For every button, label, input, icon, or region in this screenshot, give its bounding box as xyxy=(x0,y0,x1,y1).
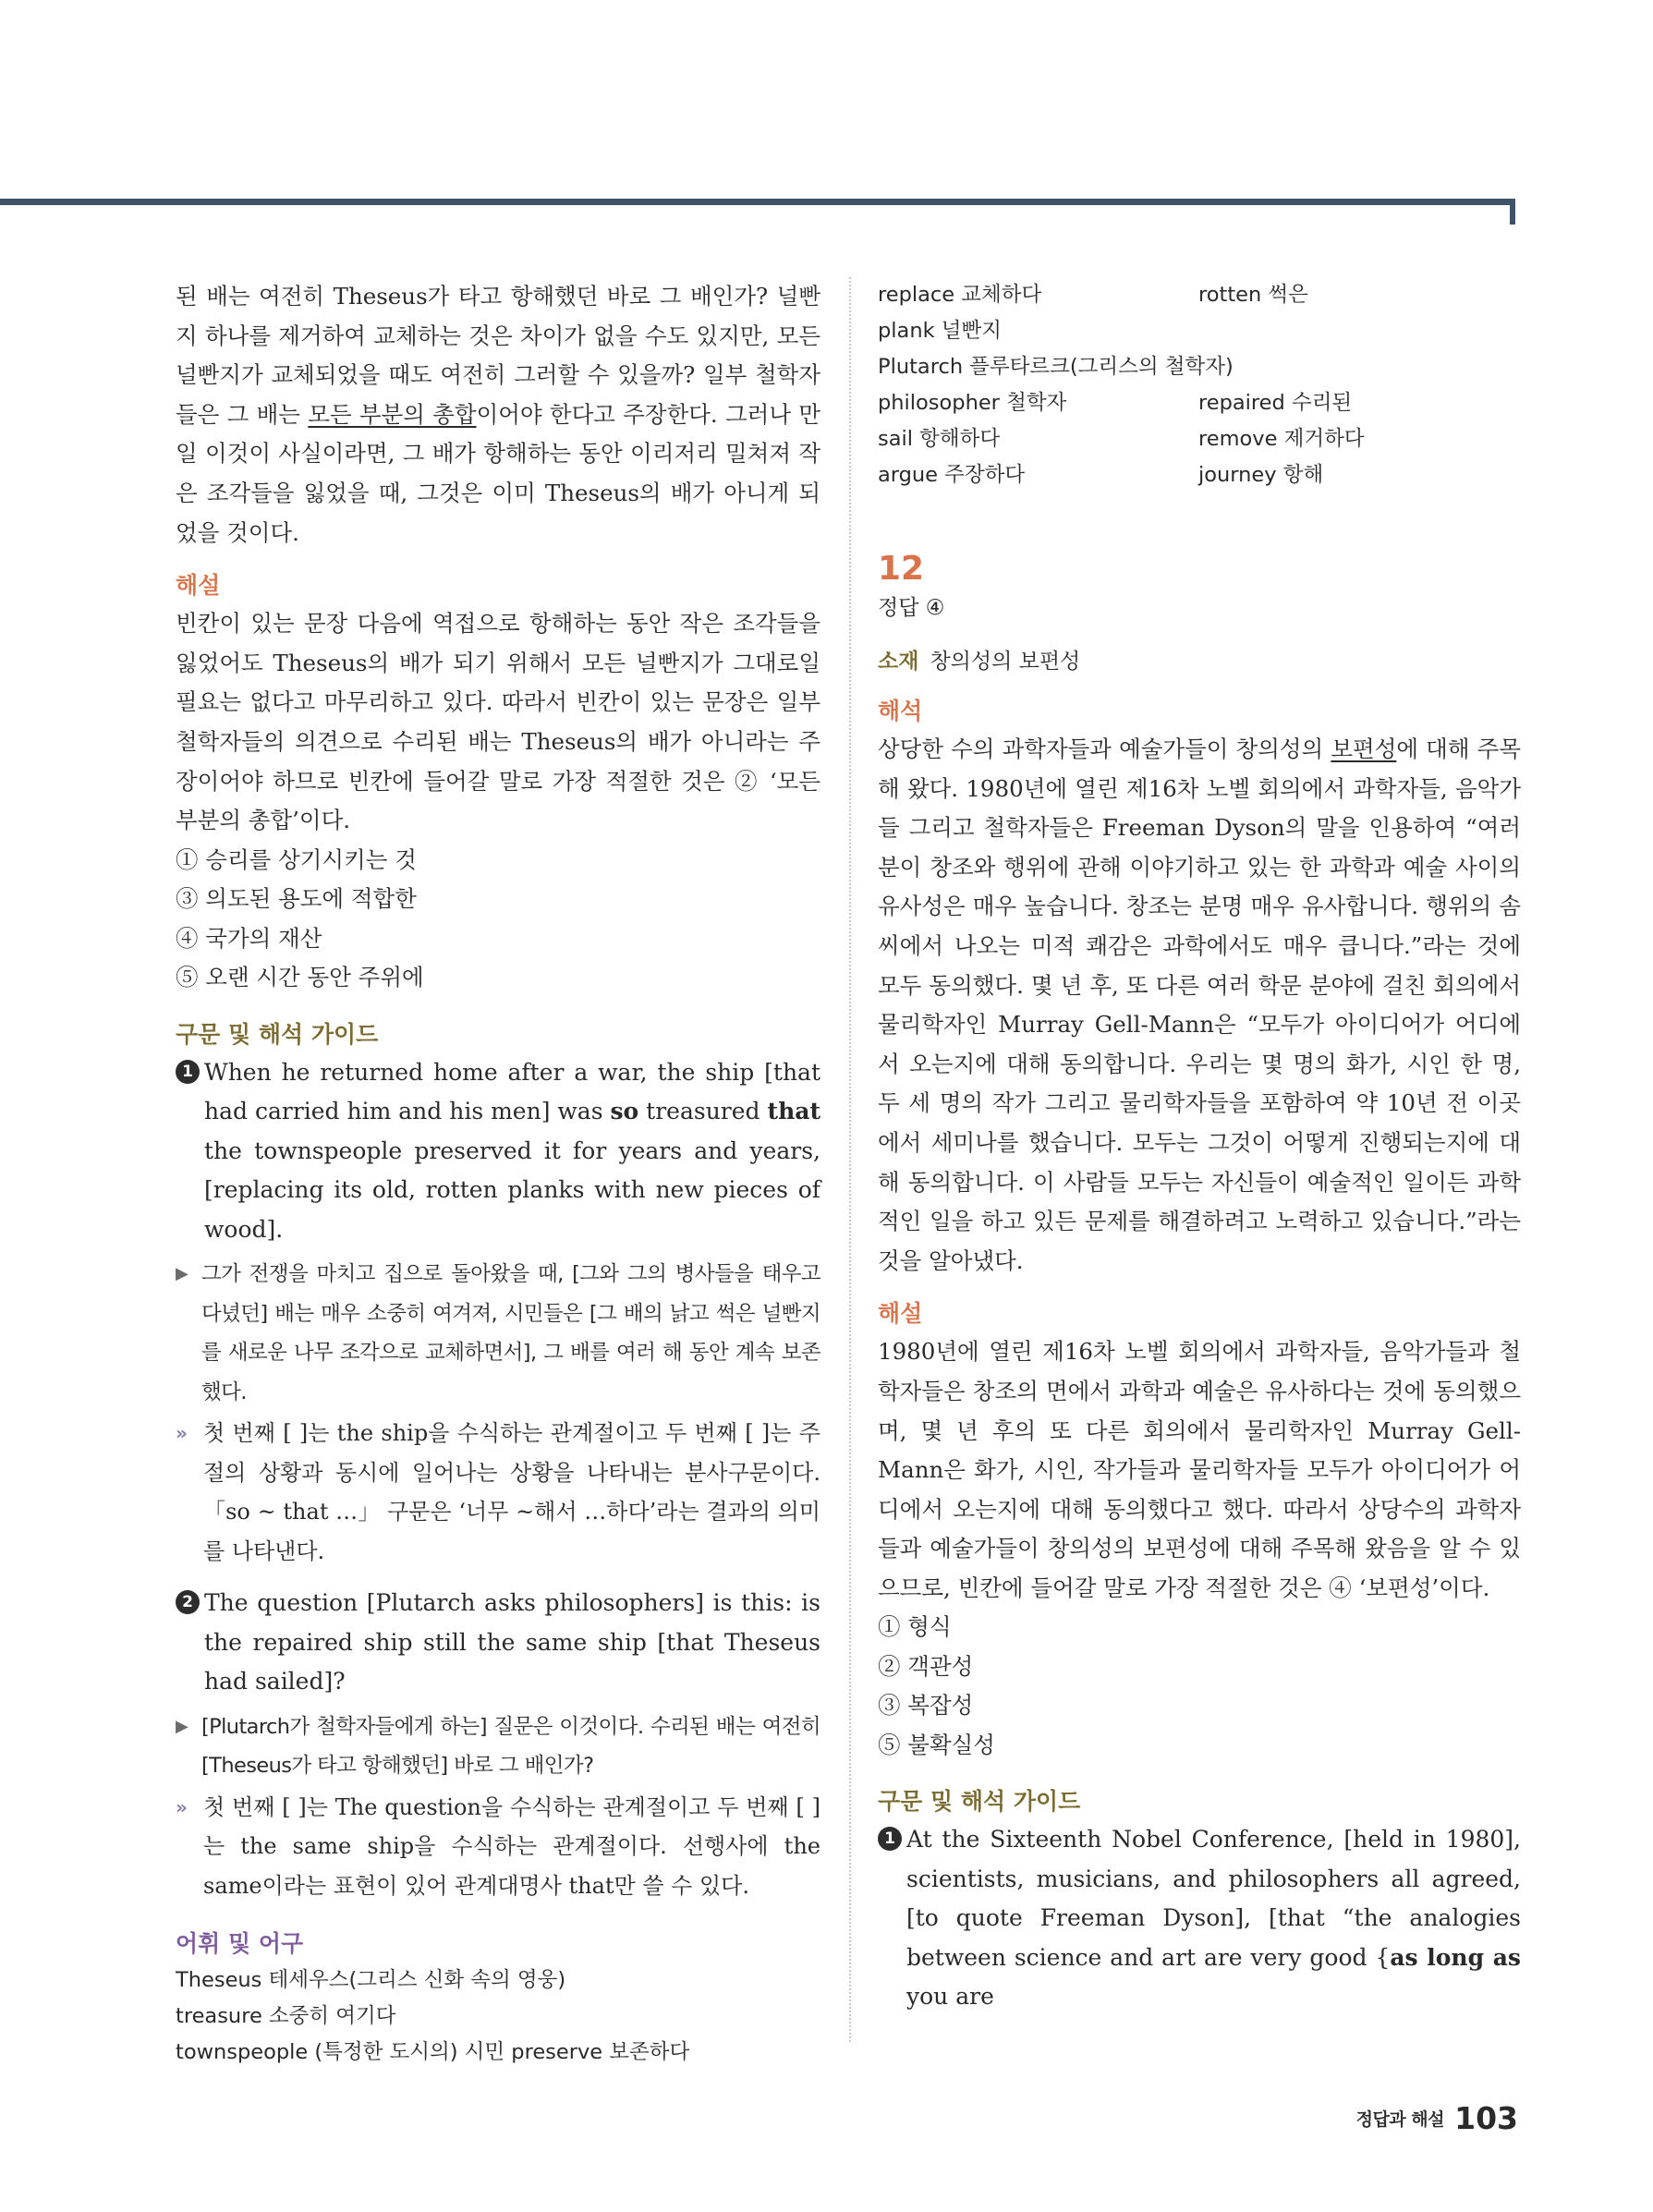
explain-paragraph-right: 1980년에 열린 제16차 노벨 회의에서 과학자들, 음악가들과 철학자들은 창조의 면에서 과학과 예술은 유사하다는 것에 동의했으며, 몇 년 후의 또 다른 회의에서 물리학자인 Murray Gell-Mann은 화가, 시인, 작가들과 물리학자들 모두가 아이디어가 어디에서 오는지에 대해 동의했다고 했다. 따라서 상당수의 과학자들과 예술가들이 창의성의 보편성에 대해 주목해 왔음을 알 수 있으므로, 빈칸에 들어갈 말로 가장 적절한 것은 ④ ‘보편성’이다. xyxy=(878,1338,1521,1601)
vocab-cell: repaired 수리된 xyxy=(1198,391,1353,415)
option-2-right: ② 객관성 xyxy=(878,1652,974,1680)
topic-line xyxy=(878,643,1521,680)
triangle-bullet-icon: ▶ xyxy=(176,1264,188,1284)
answer-line: 정답 ④ xyxy=(878,596,945,620)
top-rule-tick xyxy=(1510,199,1515,225)
topic-label: 소재 xyxy=(878,650,919,674)
vocab-cell: philosopher 철학자 xyxy=(878,391,1067,415)
vocab-cell: plank 널빤지 xyxy=(878,319,1002,343)
circled-number-1: 1 xyxy=(176,1060,200,1084)
option-3: ③ 의도된 용도에 적합한 xyxy=(176,885,417,913)
right-column xyxy=(878,277,1521,2017)
guide-item-2-note xyxy=(176,1788,820,1906)
vocab-cell: replace 교체하다 xyxy=(878,283,1042,307)
vocab-line-3: townspeople (특정한 도시의) 시민 preserve 보존하다 xyxy=(176,2040,690,2065)
vocab-line-2: treasure 소중히 여기다 xyxy=(176,2004,396,2029)
left-column xyxy=(176,277,820,2071)
note-text: 첫 번째 [ ]는 The question을 수식하는 관계절이고 두 번째 [ ]는 the same ship을 수식하는 관계절이다. 선행사에 the same이라는 표현이 있어 관계대명사 that만 쓸 수 있다. xyxy=(203,1793,820,1899)
vocab-line-1: Theseus 테세우스(그리스 신화 속의 영웅) xyxy=(176,1968,566,1993)
topic-value: 창의성의 보편성 xyxy=(930,650,1081,674)
triangle-bullet-icon: ▶ xyxy=(176,1716,188,1736)
explain-heading: 해설 xyxy=(176,572,221,600)
explain-heading-right: 해설 xyxy=(878,1300,923,1328)
guide-item-2-translation xyxy=(176,1708,820,1786)
vocab-continued xyxy=(878,277,1521,493)
vocab-cell: remove 제거하다 xyxy=(1198,427,1365,451)
question-number: 12 xyxy=(878,550,925,588)
guide-item-1-translation xyxy=(176,1255,820,1412)
translation-paragraph: 상당한 수의 과학자들과 예술가들이 창의성의 보편성에 대해 주목해 왔다. 1980년에 열린 제16차 노벨 회의에서 과학자들, 음악가들 그리고 철학자들은 Freeman Dyson의 말을 인용하여 “여러분이 창조와 행위에 관해 이야기하고 있는 한 과학과 예술 사이의 유사성은 매우 높습니다. 창조는 분명 매우 유사합니다. 행위의 솜씨에서 나오는 미적 쾌감은 과학에서도 매우 큽니다.”라는 것에 모두 동의했다. 몇 년 후, 또 다른 여러 학문 분야에 걸친 회의에서 물리학자인 Murray Gell-Mann은 “모두가 아이디어가 어디에서 오는지에 대해 동의합니다. 우리는 몇 명의 화가, 시인 한 명, 두 세 명의 작가 그리고 물리학자들을 포함하여 약 10년 전 이곳에서 세미나를 했습니다. 모두는 그것이 어떻게 진행되는지에 대해 동의합니다. 이 사람들 모두는 자신들이 예술적인 일이든 과학적인 일을 하고 있든 문제를 해결하려고 노력하고 있습니다.”라는 것을 알아냈다. xyxy=(878,735,1521,1274)
double-chevron-icon: » xyxy=(176,1795,184,1818)
intro-text: 된 배는 여전히 Theseus가 타고 항해했던 바로 그 배인가? 널빤지 하나를 제거하여 교체하는 것은 차이가 없을 수도 있지만, 모든 널빤지가 교체되었을 때도 여전히 그러할 수 있을까? 일부 철학자들은 그 배는 xyxy=(176,283,820,428)
option-1-right: ① 형식 xyxy=(878,1613,952,1641)
vocab-cell: rotten 썩은 xyxy=(1198,283,1308,307)
column-divider xyxy=(849,277,851,2042)
circled-number-1: 1 xyxy=(878,1827,902,1851)
page-footer xyxy=(1356,2100,1518,2136)
translation-heading: 해석 xyxy=(878,698,923,724)
intro-rest: 이어야 한다고 주장한다. 그러나 만일 이것이 사실이라면, 그 배가 항해하는 동안 이리저리 밀쳐져 작은 조각들을 잃었을 때, 그것은 이미 Theseus의 배가 아니게 되었을 것이다. xyxy=(176,400,821,546)
translation-text: 그가 전쟁을 마치고 집으로 돌아왔을 때, [그와 그의 병사들을 태우고 다녔던] 배는 매우 소중히 여겨져, 시민들은 [그 배의 낡고 썩은 널빤지를 새로운 나무 조각으로 교체하면서], 그 배를 여러 해 동안 계속 보존했다. xyxy=(201,1262,820,1404)
trans-underline: 보편성 xyxy=(1331,735,1397,762)
intro-paragraph xyxy=(176,277,820,553)
circled-number-2: 2 xyxy=(176,1590,200,1614)
option-4: ④ 국가의 재산 xyxy=(176,924,322,952)
guide-item-1 xyxy=(176,1053,820,1250)
option-5-right: ⑤ 불확실성 xyxy=(878,1731,995,1758)
option-1: ① 승리를 상기시키는 것 xyxy=(176,845,417,873)
guide-item-1-right xyxy=(878,1820,1521,2017)
guide-item-2 xyxy=(176,1584,820,1702)
guide-heading-right: 구문 및 해석 가이드 xyxy=(878,1788,1081,1816)
page-number: 103 xyxy=(1454,2100,1518,2136)
guide-heading: 구문 및 해석 가이드 xyxy=(176,1020,379,1048)
top-rule xyxy=(0,199,1515,205)
double-chevron-icon: » xyxy=(176,1422,184,1445)
vocab-cell: Plutarch 플루타르크(그리스의 철학자) xyxy=(878,355,1234,379)
footer-label: 정답과 해설 xyxy=(1355,2109,1445,2130)
vocab-cell: journey 항해 xyxy=(1198,463,1324,487)
intro-underline: 모든 부분의 총합 xyxy=(308,400,477,428)
option-5: ⑤ 오랜 시간 동안 주위에 xyxy=(176,964,424,991)
explain-paragraph: 빈칸이 있는 문장 다음에 역접으로 항해하는 동안 작은 조각들을 잃었어도 Theseus의 배가 되기 위해서 모든 널빤지가 그대로일 필요는 없다고 마무리하고 있다. 따라서 빈칸이 있는 문장은 일부 철학자들의 의견으로 수리된 배는 Theseus의 배가 아니라는 주장이어야 하므로 빈칸에 들어갈 말로 가장 적절한 것은 ② ‘모든 부분의 총합’이다. xyxy=(176,610,820,834)
vocab-heading: 어휘 및 어구 xyxy=(176,1930,304,1958)
guide-item-1-note xyxy=(176,1414,820,1571)
option-3-right: ③ 복잡성 xyxy=(878,1692,974,1720)
translation-text: [Plutarch가 철학자들에게 하는] 질문은 이것이다. 수리된 배는 여전히 [Theseus가 타고 항해했던] 바로 그 배인가? xyxy=(201,1714,820,1779)
guide-item-2-text: The question [Plutarch asks philosophers] is this: is the repaired ship still the same ship [that Theseus had sailed]? xyxy=(204,1589,820,1695)
vocab-cell: argue 주장하다 xyxy=(878,463,1026,487)
guide-item-1-text: When he returned home after a war, the ship [that had carried him and his men] was so treasured that the townspeople preserved it for years and years, [replacing its old, rotten planks with new pieces of wood]. xyxy=(204,1058,820,1243)
note-text: 첫 번째 [ ]는 the ship을 수식하는 관계절이고 두 번째 [ ]는 주절의 상황과 동시에 일어나는 상황을 나타내는 분사구문이다. 「so ~ that …」 구문은 ‘너무 ~해서 …하다’라는 결과의 의미를 나타낸다. xyxy=(203,1420,820,1564)
guide-item-1-right-text: At the Sixteenth Nobel Conference, [held in 1980], scientists, musicians, and philosophers all agreed, [to quote Freeman Dyson], [that “the analogies between science and art are very good {as long as you are xyxy=(906,1826,1521,2011)
vocab-cell: sail 항해하다 xyxy=(878,427,1001,451)
